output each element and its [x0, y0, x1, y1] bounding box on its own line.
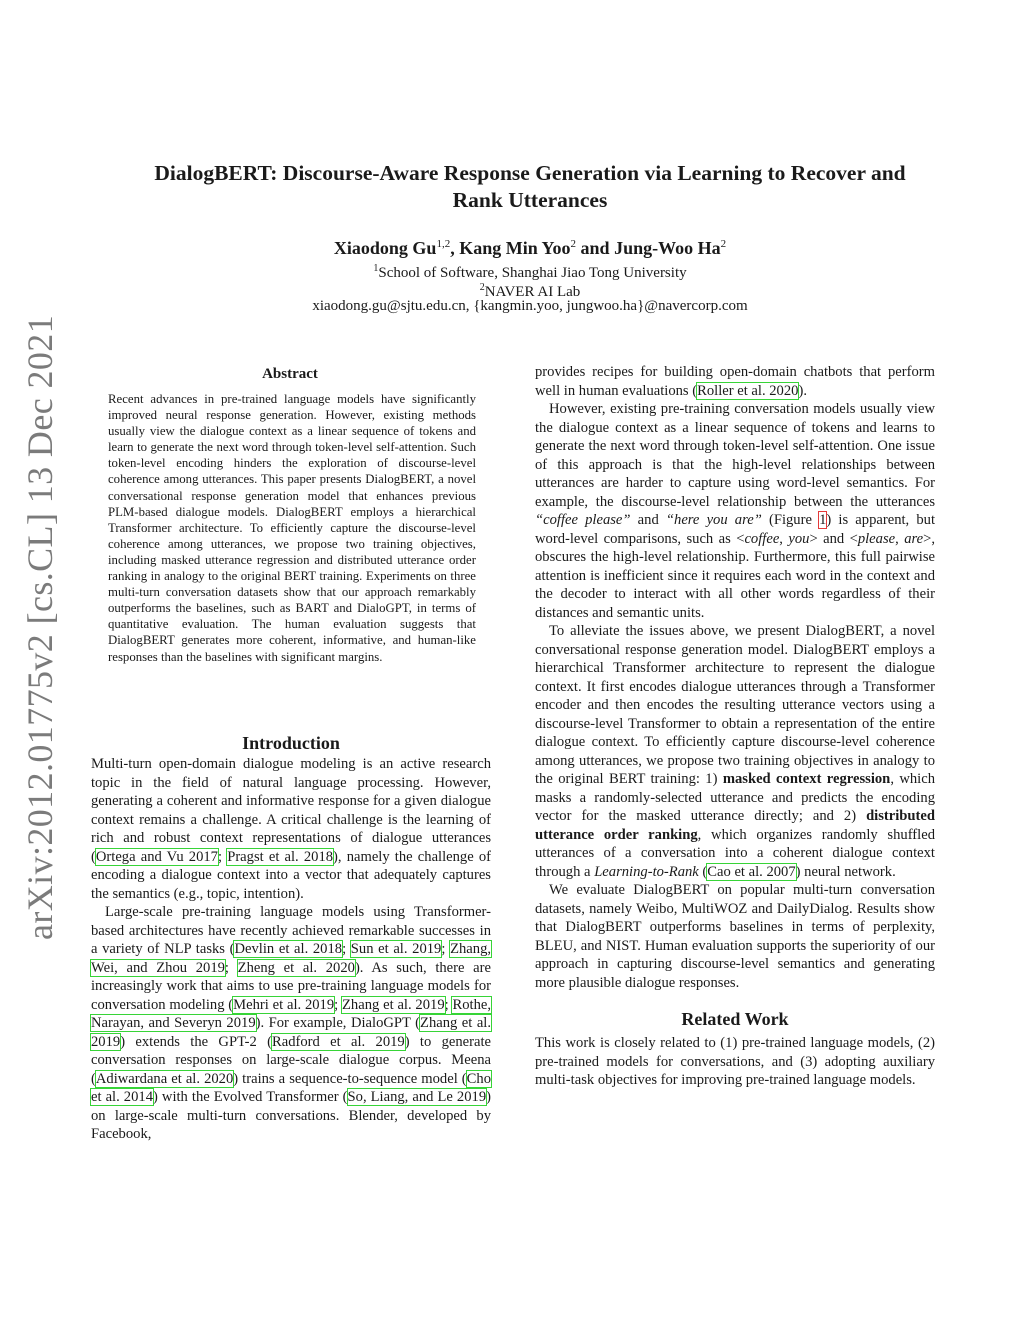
- figure-link[interactable]: 1: [819, 512, 827, 528]
- affil-text: NAVER AI Lab: [484, 284, 581, 300]
- citation-link[interactable]: So, Liang, and Le 2019: [347, 1089, 487, 1105]
- author-affil-mark: 2: [720, 238, 727, 250]
- text-run: ;: [441, 941, 451, 957]
- abstract-text: Recent advances in pre-trained language models have significantly improved neural response generation. However, existing methods usually view the dialogue context as a linear sequence of tokens and learn to generate the next word through token-level self-attention. Such token-level encoding hinders the exploration of discourse-level coherence among utterances. This paper presents DialogBERT, a novel conversational response generation model that enhances previous PLM-based dialogue models. DialogBERT employs a hierarchical Transformer architecture. To efficiently capture the discourse-level coherence among utterances, we propose two training objectives, including masked utterance regression and distributed utterance order ranking in analogy to the original BERT training. Experiments on three multi-turn conversation datasets show that our approach remarkably outperforms the baselines, such as BART and DialoGPT, in terms of quantitative evaluation. The human evaluation suggests that DialogBERT generates more coherent, informative, and human-like responses than the baselines with significant margins.: [108, 392, 476, 664]
- citation-link[interactable]: Pragst et al. 2018: [227, 848, 334, 865]
- text-run: (: [698, 863, 708, 880]
- right-paragraph-2: [535, 400, 935, 622]
- italic-term: Learning-to-Rank: [594, 863, 699, 880]
- text-run: >, obscures the high-level relationship. Furthermore, this full pairwise attention is inefficient since it requires each word in the context and the decoder to interact with all other words regardless of their distances and semantic units.: [535, 530, 936, 621]
- text-run: ), namely the challenge of encoding a dialogue context into a vector that adequately captures the semantics (e.g., topic, intention).: [91, 848, 492, 902]
- citation-link[interactable]: Zhang, Wei, and Zhou 2019: [91, 941, 492, 976]
- related-work-paragraph: This work is closely related to (1) pre-trained language models, (2) pre-trained models for conversations, and (3) adopting auxiliary multi-task objectives for improving pre-trained language models.: [535, 1035, 935, 1088]
- author-affil-mark: 1,2: [436, 238, 451, 250]
- word-token: you: [788, 530, 810, 547]
- author-name: Jung-Woo Ha: [614, 238, 721, 258]
- citation-link[interactable]: Radford et al. 2019: [272, 1033, 405, 1050]
- word-token: please: [857, 530, 896, 547]
- citation-link[interactable]: Roller et al. 2020: [697, 382, 799, 399]
- citation-link[interactable]: Zheng et al. 2020: [237, 959, 355, 976]
- text-run: , which organizes randomly shuffled utterances of a conversation into a coherent dialogue context through a: [535, 826, 935, 880]
- text-run: ;: [217, 848, 228, 865]
- text-run: ) neural network.: [795, 863, 896, 880]
- text-run: ). As such, there are increasingly work that aims to use pre-training language models for conversation modeling (: [91, 959, 491, 1013]
- author-separator: and: [576, 238, 615, 258]
- author-name: Xiaodong Gu: [333, 238, 437, 258]
- text-run: Large-scale pre-training language models using Transformer-based architectures have recently achieved remarkable successes in a variety of NLP tasks (: [91, 904, 491, 957]
- author-list: [80, 232, 980, 260]
- citation-link[interactable]: Adiwardana et al. 2020: [95, 1070, 234, 1087]
- arxiv-stamp: arXiv:2012.01775v2 [cs.CL] 13 Dec 2021: [20, 314, 60, 940]
- author-separator: ,: [450, 238, 460, 258]
- quoted-utterance: “here you are”: [665, 512, 762, 528]
- affil-text: School of Software, Shanghai Jiao Tong University: [378, 265, 687, 281]
- affil-mark: 1: [373, 263, 379, 274]
- affil-mark: 2: [479, 282, 485, 293]
- title-line-2: Rank Utterances: [452, 188, 608, 212]
- text-run: ;: [334, 996, 343, 1013]
- author-affil-mark: 2: [570, 238, 577, 250]
- title-line-1: DialogBERT: Discourse-Aware Response Generation via Learning to Recover and: [154, 161, 906, 185]
- text-run: (Figure: [761, 512, 820, 528]
- text-run: ;: [444, 996, 453, 1013]
- text-run: Multi-turn open-domain dialogue modeling is an active research topic in the field of natural language processing. However, generating a coherent and informative response for a given dialogue context remains a challenge. A critical challenge is the learning of rich and robust context representations of dialogue utterances (: [91, 756, 491, 865]
- text-run: ). For example, DialoGPT (: [255, 1015, 421, 1031]
- paper-title: [80, 160, 980, 214]
- right-paragraph-1: [535, 363, 935, 400]
- right-paragraph-3: [535, 622, 935, 881]
- text-run: ) extends the GPT-2 (: [120, 1033, 273, 1050]
- bold-term: masked context regression: [722, 771, 891, 787]
- intro-paragraph-1: [91, 755, 491, 903]
- citation-link[interactable]: Devlin et al. 2018: [234, 941, 343, 957]
- citation-link[interactable]: Cao et al. 2007: [707, 863, 796, 880]
- abstract-heading: Abstract: [262, 366, 318, 382]
- citation-link[interactable]: Mehri et al. 2019: [233, 996, 335, 1013]
- word-token: coffee: [744, 530, 780, 547]
- quoted-utterance: “coffee please”: [535, 512, 631, 528]
- introduction-heading: Introduction: [242, 733, 340, 753]
- text-run: ) is apparent, but word-level comparisons, such as <: [535, 512, 935, 547]
- text-run: ) trains a sequence-to-sequence model (: [233, 1070, 467, 1087]
- citation-link[interactable]: Zhang et al. 2019: [342, 996, 445, 1013]
- text-run: ;: [342, 941, 351, 957]
- text-run: However, existing pre-training conversation models usually view the dialogue context as a linear sequence of tokens and learns to generate the next word through token-level self-attention. One issue of this approach is that the high-level relationships between utterances are harder to capture using word-level semantics. For example, the discourse-level relationship between the utterances: [535, 401, 935, 510]
- text-run: ) to generate conversation responses on large-scale dialogue corpus. Meena (: [91, 1033, 491, 1087]
- text-run: ;: [224, 959, 238, 976]
- text-run: ).: [798, 382, 807, 399]
- text-run: and: [630, 512, 666, 528]
- word-token: are: [904, 530, 924, 547]
- author-name: Kang Min Yoo: [459, 238, 571, 258]
- related-work-heading: Related Work: [681, 1009, 789, 1029]
- text-run: ,: [895, 530, 905, 547]
- left-column: [91, 732, 491, 1144]
- text-run: > and <: [809, 530, 858, 547]
- citation-link[interactable]: Zhang et al. 2019: [91, 1015, 492, 1050]
- citation-link[interactable]: Rothe, Narayan, and Severyn 2019: [91, 996, 491, 1031]
- text-run: provides recipes for building open-domain chatbots that perform well in human evaluations (: [535, 364, 935, 399]
- right-paragraph-4: We evaluate DialogBERT on popular multi-turn conversation datasets, namely Weibo, MultiWOZ and DailyDialog. Results show that DialogBERT outperforms baselines in terms of perplexity, BLEU, and NIST. Human evaluation supports the superiority of our approach in capturing discourse-level semantics and generating more plausible dialogue responses.: [535, 882, 935, 991]
- text-run: To alleviate the issues above, we present DialogBERT, a novel conversational response generation model. DialogBERT employs a hierarchical Transformer architecture to represent the dialogue context. It first encodes dialogue utterances through a Transformer encoder and then encodes the resulting utterance vectors using a discourse-level Transformer to obtain a representation of the entire dialogue context. To efficiently capture discourse-level coherence among utterances, we propose two training objectives in analogy to the original BERT training: 1): [535, 623, 935, 787]
- intro-paragraph-2: [91, 903, 491, 1144]
- text-run: , which masks a randomly-selected utterance and predicts the encoding vector for the masked utterance directly; and 2): [535, 771, 935, 824]
- bold-term: distributed utterance order ranking: [535, 808, 935, 843]
- citation-link[interactable]: Ortega and Vu 2017: [95, 848, 218, 865]
- citation-link[interactable]: Sun et al. 2019: [350, 941, 442, 957]
- text-run: ) with the Evolved Transformer (: [153, 1089, 348, 1105]
- right-column: [535, 363, 935, 1090]
- author-emails: xiaodong.gu@sjtu.edu.cn, {kangmin.yoo, jungwoo.ha}@navercorp.com: [312, 298, 748, 314]
- text-run: ,: [779, 530, 789, 547]
- text-run: ) on large-scale multi-turn conversations. Blender, developed by Facebook,: [91, 1089, 491, 1142]
- citation-link[interactable]: Cho et al. 2014: [91, 1070, 491, 1105]
